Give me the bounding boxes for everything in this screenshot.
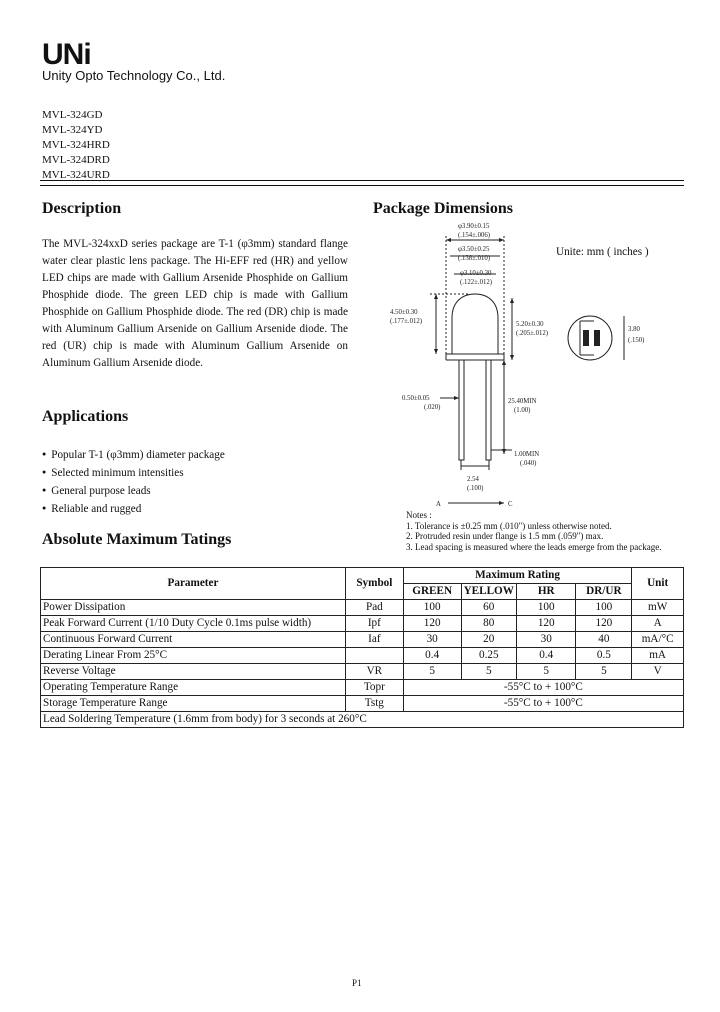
- param-cell: Power Dissipation: [41, 600, 346, 616]
- symbol-cell: Topr: [345, 680, 403, 696]
- list-item: ● General purpose leads: [42, 482, 225, 500]
- lead-cathode: [486, 360, 491, 460]
- dim-label: (.154±.006): [458, 232, 491, 239]
- description-heading: Description: [42, 200, 122, 217]
- value-cell: 20: [461, 632, 516, 648]
- model-list: [42, 108, 110, 183]
- model-number: MVL-324GD: [42, 109, 103, 121]
- dim-label: 4.50±0.30: [390, 309, 418, 316]
- table-row: [41, 664, 684, 680]
- value-cell: 100: [576, 600, 632, 616]
- header-symbol: Symbol: [345, 568, 403, 600]
- unit-cell: A: [632, 616, 684, 632]
- table-header-row: [41, 568, 684, 584]
- note-line: Notes :: [406, 510, 432, 520]
- range-cell: -55°C to + 100°C: [403, 696, 683, 712]
- footer-cell: Lead Soldering Temperature (1.6mm from body) for 3 seconds at 260°C: [41, 712, 684, 728]
- value-cell: 30: [516, 632, 576, 648]
- ratings-table: [40, 567, 684, 728]
- notes: [406, 510, 661, 552]
- table-row: [41, 616, 684, 632]
- package-dimensions-drawing: [380, 218, 700, 508]
- model-number: MVL-324URD: [42, 169, 110, 181]
- unit-cell: mA: [632, 648, 684, 664]
- table-footer-row: [41, 712, 684, 728]
- value-cell: 0.5: [576, 648, 632, 664]
- value-cell: 100: [403, 600, 461, 616]
- divider-bottom: [40, 185, 684, 186]
- dim-label: A: [436, 501, 441, 508]
- company-logo: UNi: [42, 38, 91, 71]
- value-cell: 80: [461, 616, 516, 632]
- param-cell: Operating Temperature Range: [41, 680, 346, 696]
- dim-label: φ3.10±0.30: [460, 270, 492, 277]
- model-number: MVL-324YD: [42, 124, 103, 136]
- list-item: ● Popular T-1 (φ3mm) diameter package: [42, 446, 225, 464]
- unit-cell: V: [632, 664, 684, 680]
- symbol-cell: VR: [345, 664, 403, 680]
- value-cell: 5: [516, 664, 576, 680]
- value-cell: 40: [576, 632, 632, 648]
- header-col: DR/UR: [576, 584, 632, 600]
- symbol-cell: Tstg: [345, 696, 403, 712]
- dim-label: φ3.50±0.25: [458, 246, 490, 253]
- side-view-circle: [568, 316, 612, 360]
- note-line: 2. Protruded resin under flange is 1.5 mm (.059") max.: [406, 531, 604, 541]
- list-item: ● Reliable and rugged: [42, 500, 225, 518]
- dim-label: 5.20±0.30: [516, 321, 544, 328]
- page-number: P1: [352, 978, 362, 988]
- dim-label: (.040): [520, 460, 537, 467]
- param-cell: Derating Linear From 25°C: [41, 648, 346, 664]
- unit-cell: mA/°C: [632, 632, 684, 648]
- table-row: [41, 696, 684, 712]
- dim-label: (.138±.010): [458, 255, 491, 262]
- header-unit: Unit: [632, 568, 684, 600]
- model-number: MVL-324HRD: [42, 139, 110, 151]
- dim-label: 3.80: [628, 326, 640, 333]
- dim-label: 1.00MIN: [514, 451, 540, 458]
- table-row: [41, 600, 684, 616]
- range-cell: -55°C to + 100°C: [403, 680, 683, 696]
- units-label: Unite: mm ( inches ): [556, 246, 649, 258]
- value-cell: 120: [403, 616, 461, 632]
- led-body-outline: [452, 294, 498, 354]
- value-cell: 30: [403, 632, 461, 648]
- value-cell: 120: [576, 616, 632, 632]
- dim-label: C: [508, 501, 513, 508]
- dim-label: (.205±.012): [516, 330, 549, 337]
- note-line: 3. Lead spacing is measured where the leads emerge from the package.: [406, 541, 662, 552]
- header-parameter: Parameter: [41, 568, 346, 600]
- param-cell: Peak Forward Current (1/10 Duty Cycle 0.1ms pulse width): [41, 616, 346, 632]
- dim-label: (.150): [628, 337, 645, 344]
- value-cell: 100: [516, 600, 576, 616]
- dim-label: 0.50±0.05: [402, 395, 430, 402]
- header-col: YELLOW: [461, 584, 516, 600]
- value-cell: 0.4: [516, 648, 576, 664]
- value-cell: 0.25: [461, 648, 516, 664]
- unit-cell: mW: [632, 600, 684, 616]
- dim-label: 2.54: [467, 476, 479, 483]
- model-number: MVL-324DRD: [42, 154, 110, 166]
- applications-list: [42, 446, 225, 518]
- dim-label: (.177±.012): [390, 318, 423, 325]
- header-col: GREEN: [403, 584, 461, 600]
- package-heading: Package Dimensions: [373, 200, 513, 217]
- lead-anode: [459, 360, 464, 460]
- company-name: Unity Opto Technology Co., Ltd.: [42, 68, 226, 83]
- dim-label: (.122±.012): [460, 279, 493, 286]
- value-cell: 120: [516, 616, 576, 632]
- dim-label: (1.00): [514, 407, 531, 414]
- list-item: ● Selected minimum intensities: [42, 464, 225, 482]
- value-cell: 5: [576, 664, 632, 680]
- value-cell: 0.4: [403, 648, 461, 664]
- table-row: [41, 632, 684, 648]
- header-max-rating: Maximum Rating: [403, 568, 632, 584]
- dim-label: 25.40MIN: [508, 398, 537, 405]
- symbol-cell: Pad: [345, 600, 403, 616]
- note-line: 1. Tolerance is ±0.25 mm (.010") unless otherwise noted.: [406, 520, 612, 531]
- dim-label: (.020): [424, 404, 441, 411]
- header-col: HR: [516, 584, 576, 600]
- param-cell: Storage Temperature Range: [41, 696, 346, 712]
- symbol-cell: [345, 648, 403, 664]
- table-row: [41, 648, 684, 664]
- dim-label: φ3.90±0.15: [458, 223, 490, 230]
- param-cell: Reverse Voltage: [41, 664, 346, 680]
- table-row: [41, 680, 684, 696]
- param-cell: Continuous Forward Current: [41, 632, 346, 648]
- symbol-cell: Ipf: [345, 616, 403, 632]
- applications-heading: Applications: [42, 408, 129, 425]
- description-text: The MVL-324xxD series package are T-1 (φ3mm) standard flange water clear plastic lens package. The Hi-EFF red (HR) and yellow LED chips are made with Gallium Arsenide Phosphide on Gallium Phosphide diode. The green LED chip is made with Gallium Phosphide on Gallium Phosphide diode. The red (DR) chip is made with Aluminum Gallium Arsenide on Gallium Arsenide diode. The red (UR) chip is made with Aluminum Gallium Arsenide on Aluminum Gallium Arsenide diode.: [42, 238, 348, 369]
- value-cell: 5: [403, 664, 461, 680]
- symbol-cell: Iaf: [345, 632, 403, 648]
- dim-label: (.100): [467, 485, 484, 492]
- divider-top: [40, 180, 684, 181]
- value-cell: 60: [461, 600, 516, 616]
- value-cell: 5: [461, 664, 516, 680]
- ratings-heading: Absolute Maximum Tatings: [42, 531, 232, 548]
